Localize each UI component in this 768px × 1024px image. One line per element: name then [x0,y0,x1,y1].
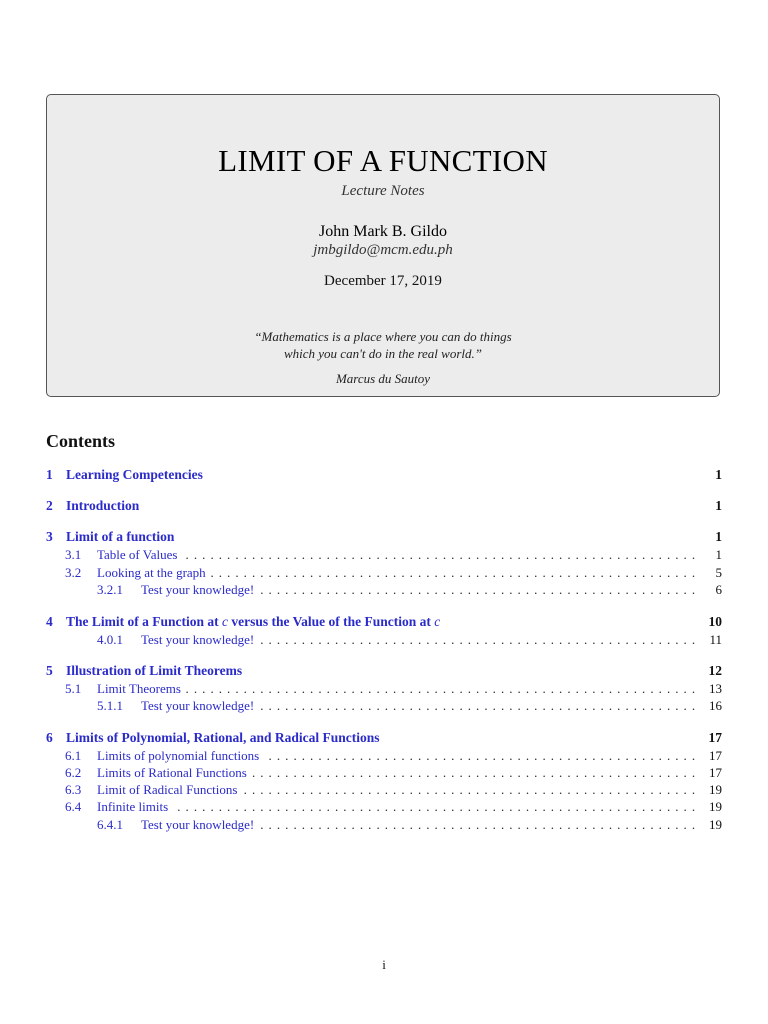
toc-entry-3[interactable] [46,528,722,546]
toc-number: 4 [46,614,53,629]
toc-entry-5-1-1[interactable] [46,697,722,715]
toc-label[interactable]: Limits of polynomial functions [97,748,260,763]
toc-label[interactable]: Learning Competencies [66,467,203,482]
toc-page[interactable]: 10 [708,614,722,629]
page-number: i [382,957,386,972]
toc-label[interactable]: Test your knowledge! [141,632,255,647]
toc-page[interactable]: 19 [709,782,722,797]
toc-label[interactable]: Introduction [66,498,140,513]
toc-label[interactable]: Infinite limits [97,799,169,814]
toc-page[interactable]: 1 [715,467,722,482]
dot-leader [263,747,696,765]
toc-number: 6.2 [65,765,82,780]
toc-entry-3-1[interactable] [46,546,722,564]
toc-label[interactable]: Illustration of Limit Theorems [66,663,243,678]
toc-number: 5 [46,663,53,678]
toc-page[interactable]: 1 [715,498,722,513]
toc-number: 3.1 [65,547,82,562]
toc-page[interactable]: 1 [715,547,722,562]
toc-number: 2 [46,498,53,513]
toc-label[interactable]: Test your knowledge! [141,817,255,832]
toc-label[interactable]: Table of Values [97,547,178,562]
toc-number: 4.0.1 [97,632,123,647]
document-subtitle: Lecture Notes [341,183,425,199]
toc-number: 6.4.1 [97,817,123,832]
toc-number: 5.1 [65,681,82,696]
toc-entry-4-0-1[interactable] [46,631,722,649]
document-title: LIMIT OF A FUNCTION [218,143,548,178]
toc-page[interactable]: 12 [708,663,722,678]
dot-leader [258,581,696,599]
toc-number: 6.3 [65,782,82,797]
toc-page[interactable]: 17 [709,748,722,763]
quote-line-1: “Mathematics is a place where you can do things [254,329,512,344]
author-email: jmbgildo@mcm.edu.ph [313,242,453,258]
toc-entry-6-1[interactable] [46,747,722,765]
toc-page[interactable]: 17 [708,730,722,745]
toc-label[interactable]: Limit of Radical Functions [97,782,238,797]
toc-entry-5-1[interactable] [46,680,722,698]
toc-entry-6-4-1[interactable] [46,816,722,834]
toc-entry-6[interactable] [46,729,722,747]
dot-leader [181,546,696,564]
author-name: John Mark B. Gildo [319,223,447,240]
dot-leader [251,764,696,782]
toc-label[interactable]: Limit of a function [66,529,175,544]
toc-label[interactable]: Limit Theorems [97,681,181,696]
toc-page[interactable]: 1 [715,529,722,544]
toc-entry-6-4[interactable] [46,798,722,816]
toc-entry-5[interactable] [46,662,722,680]
toc-page[interactable]: 16 [709,698,722,713]
toc-number: 3.2.1 [97,582,123,597]
quote-line-2: which you can't do in the real world.” [283,346,482,361]
dot-leader [258,697,696,715]
toc-label[interactable]: The Limit of a Function at c versus the Value of the Function at c [66,614,441,629]
toc-page[interactable]: 11 [709,632,722,647]
dot-leader [185,680,696,698]
toc-page[interactable]: 13 [709,681,722,696]
toc-entry-2[interactable] [46,497,722,515]
toc-number: 5.1.1 [97,698,123,713]
document-date: December 17, 2019 [324,273,442,289]
toc-page[interactable]: 5 [715,565,722,580]
toc-label[interactable]: Limits of Rational Functions [97,765,247,780]
toc-label[interactable]: Test your knowledge! [141,582,255,597]
toc-entry-3-2[interactable] [46,564,722,582]
toc-number: 6.1 [65,748,82,763]
toc-entry-6-2[interactable] [46,764,722,782]
toc-label[interactable]: Limits of Polynomial, Rational, and Radical Functions [66,730,380,745]
dot-leader [172,798,696,816]
toc-number: 3.2 [65,565,82,580]
title-box [46,94,720,397]
toc-entry-6-3[interactable] [46,781,722,799]
variable-c: c [434,614,441,629]
toc-page[interactable]: 19 [709,799,722,814]
dot-leader [210,564,696,582]
dot-leader [241,781,696,799]
toc-entry-1[interactable] [46,466,722,484]
toc-entry-4[interactable] [46,613,722,631]
variable-c: c [222,614,229,629]
toc-page[interactable]: 19 [709,817,722,832]
quote-author: Marcus du Sautoy [335,371,431,386]
toc-number: 3 [46,529,53,544]
dot-leader [258,816,696,834]
toc-number: 6.4 [65,799,82,814]
toc-label[interactable]: Test your knowledge! [141,698,255,713]
toc-number: 1 [46,467,53,482]
toc-page[interactable]: 17 [709,765,722,780]
quote [47,328,719,362]
toc-number: 6 [46,730,53,745]
contents-heading: Contents [46,431,116,451]
toc-entry-3-2-1[interactable] [46,581,722,599]
dot-leader [258,631,696,649]
toc-page[interactable]: 6 [715,582,722,597]
toc-label[interactable]: Looking at the graph [97,565,206,580]
